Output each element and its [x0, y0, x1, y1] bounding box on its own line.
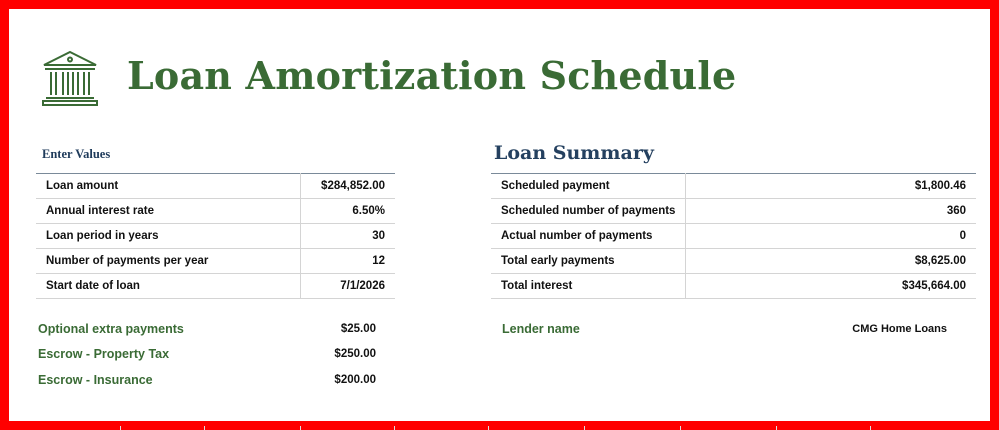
start-date-label: Start date of loan — [36, 274, 301, 299]
loan-period-label: Loan period in years — [36, 224, 301, 249]
enter-values-table — [36, 173, 395, 299]
escrow-property-tax-cell[interactable]: $250.00 — [334, 348, 376, 360]
payments-per-year-label: Number of payments per year — [36, 249, 301, 274]
table-row — [491, 274, 976, 299]
extra-payments-cell[interactable]: $25.00 — [340, 323, 376, 335]
loan-amount-cell[interactable]: $284,852.00 — [301, 174, 396, 199]
scheduled-number-cell[interactable]: 360 — [686, 199, 976, 224]
total-early-payments-label: Total early payments — [491, 249, 686, 274]
scheduled-number-label: Scheduled number of payments — [491, 199, 686, 224]
table-row — [36, 199, 395, 224]
escrow-insurance-cell[interactable]: $200.00 — [334, 374, 376, 386]
lender-name-label: Lender name — [502, 322, 580, 336]
payments-per-year-cell[interactable]: 12 — [301, 249, 396, 274]
actual-number-cell[interactable]: 0 — [686, 224, 976, 249]
loan-period-cell[interactable]: 30 — [301, 224, 396, 249]
loan-summary-heading: Loan Summary — [494, 142, 654, 164]
scheduled-payment-cell[interactable]: $1,800.46 — [686, 174, 976, 199]
table-row — [36, 274, 395, 299]
loan-amount-label: Loan amount — [36, 174, 301, 199]
interest-rate-cell[interactable]: 6.50% — [301, 199, 396, 224]
escrow-insurance-label: Escrow - Insurance — [38, 373, 153, 387]
start-date-cell[interactable]: 7/1/2026 — [301, 274, 396, 299]
table-row — [491, 224, 976, 249]
lender-name-cell[interactable]: CMG Home Loans — [852, 323, 947, 335]
table-row — [491, 249, 976, 274]
scheduled-payment-label: Scheduled payment — [491, 174, 686, 199]
total-interest-label: Total interest — [491, 274, 686, 299]
gridline-ticks — [18, 426, 981, 430]
page-title: Loan Amortization Schedule — [127, 53, 737, 98]
interest-rate-label: Annual interest rate — [36, 199, 301, 224]
escrow-property-tax-label: Escrow - Property Tax — [38, 347, 170, 361]
table-row — [491, 199, 976, 224]
table-row — [36, 224, 395, 249]
extra-payments-label: Optional extra payments — [38, 322, 184, 336]
table-row — [36, 249, 395, 274]
enter-values-heading: Enter Values — [42, 147, 111, 161]
bank-icon — [40, 49, 100, 107]
total-early-payments-cell[interactable]: $8,625.00 — [686, 249, 976, 274]
actual-number-label: Actual number of payments — [491, 224, 686, 249]
loan-summary-table — [491, 173, 976, 299]
table-row — [36, 174, 395, 199]
table-row — [491, 174, 976, 199]
total-interest-cell[interactable]: $345,664.00 — [686, 274, 976, 299]
